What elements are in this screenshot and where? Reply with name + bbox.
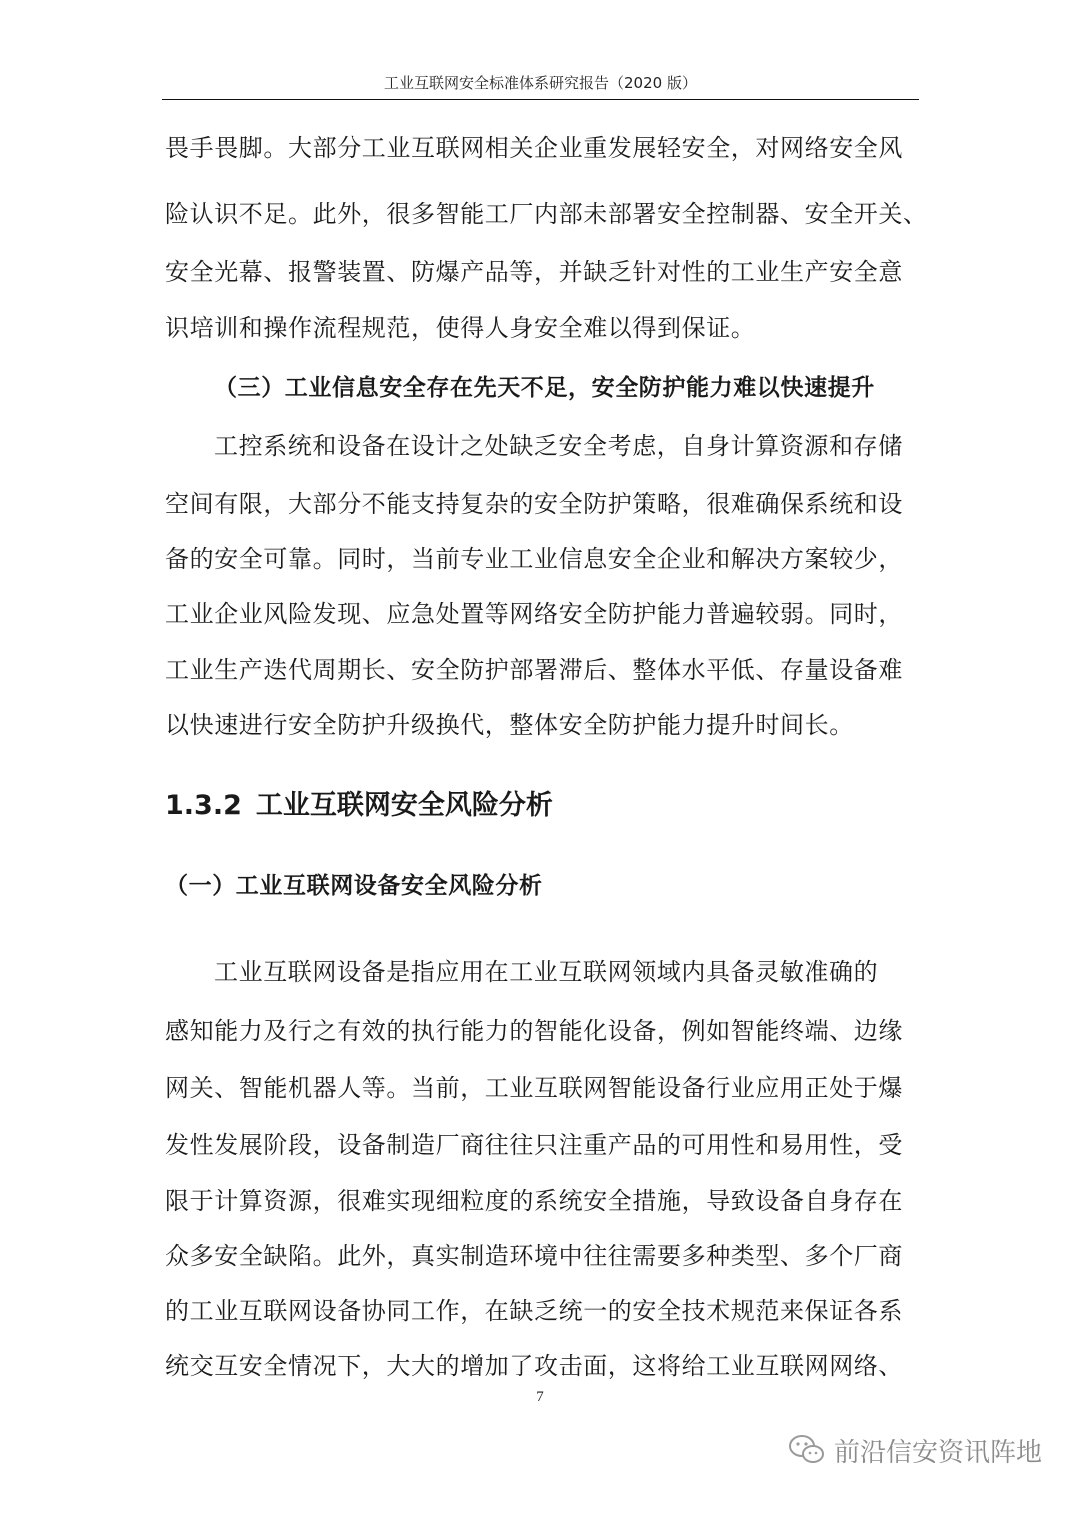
paragraph-line: 险认识不足。此外，很多智能工厂内部未部署安全控制器、安全开关、: [165, 200, 928, 228]
paragraph-line: 限于计算资源，很难实现细粒度的系统安全措施，导致设备自身存在: [165, 1187, 903, 1215]
subheading: （三）工业信息安全存在先天不足，安全防护能力难以快速提升: [214, 375, 875, 401]
section-title: 工业互联网安全风险分析: [255, 790, 553, 821]
paragraph-line: 工控系统和设备在设计之处缺乏安全考虑，自身计算资源和存储: [214, 432, 903, 460]
paragraph-line: 统交互安全情况下，大大的增加了攻击面，这将给工业互联网网络、: [165, 1352, 903, 1380]
running-header: 工业互联网安全标准体系研究报告（2020 版）: [384, 74, 697, 92]
section-number: 1.3.2: [165, 790, 242, 821]
wechat-icon: [788, 1434, 826, 1466]
paragraph-line: 畏手畏脚。大部分工业互联网相关企业重发展轻安全，对网络安全风: [165, 134, 903, 162]
section-heading: [165, 784, 553, 828]
paragraph-line: 安全光幕、报警装置、防爆产品等，并缺乏针对性的工业生产安全意: [165, 258, 903, 286]
paragraph-line: 众多安全缺陷。此外，真实制造环境中往往需要多种类型、多个厂商: [165, 1242, 903, 1270]
paragraph-line: 识培训和操作流程规范，使得人身安全难以得到保证。: [165, 314, 756, 342]
watermark-text: 前沿信安资讯阵地: [834, 1437, 1043, 1468]
paragraph-line: 的工业互联网设备协同工作，在缺乏统一的安全技术规范来保证各系: [165, 1297, 903, 1325]
paragraph-line: 备的安全可靠。同时，当前专业工业信息安全企业和解决方案较少，: [165, 545, 903, 573]
subheading: （一）工业互联网设备安全风险分析: [165, 873, 543, 899]
paragraph-line: 工业互联网设备是指应用在工业互联网领域内具备灵敏准确的: [214, 958, 879, 986]
paragraph-line: 工业企业风险发现、应急处置等网络安全防护能力普遍较弱。同时，: [165, 600, 903, 628]
watermark: [788, 1430, 1042, 1470]
paragraph-line: 空间有限，大部分不能支持复杂的安全防护策略，很难确保系统和设: [165, 490, 903, 518]
paragraph-line: 网关、智能机器人等。当前，工业互联网智能设备行业应用正处于爆: [165, 1074, 903, 1102]
paragraph-line: 工业生产迭代周期长、安全防护部署滞后、整体水平低、存量设备难: [165, 656, 903, 684]
page-number: 7: [536, 1389, 544, 1405]
paragraph-line: 感知能力及行之有效的执行能力的智能化设备，例如智能终端、边缘: [165, 1017, 903, 1045]
paragraph-line: 以快速进行安全防护升级换代，整体安全防护能力提升时间长。: [165, 711, 854, 739]
header-rule: [162, 99, 919, 100]
paragraph-line: 发性发展阶段，设备制造厂商往往只注重产品的可用性和易用性，受: [165, 1131, 903, 1159]
